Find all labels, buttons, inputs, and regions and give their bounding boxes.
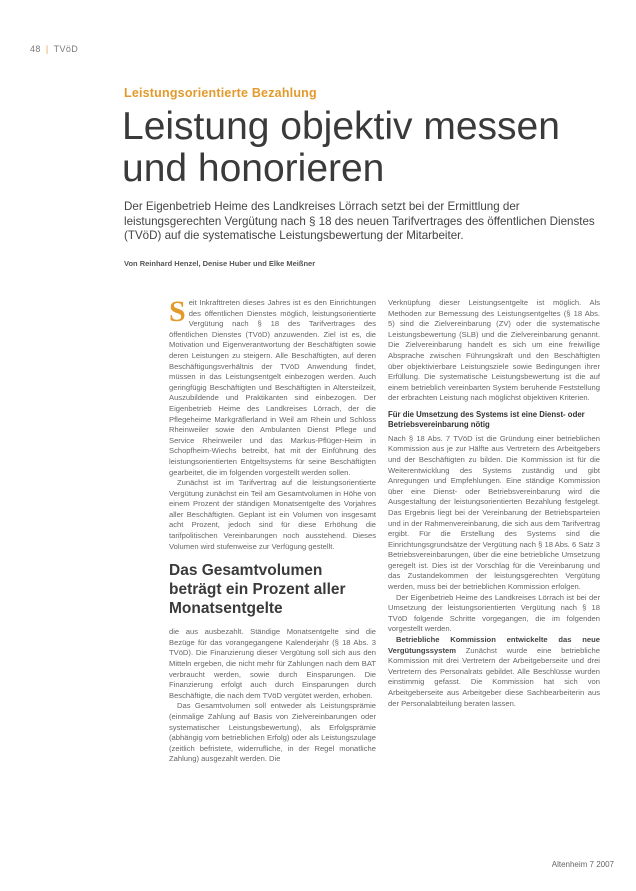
page-number: 48	[30, 44, 41, 54]
page-footer: Altenheim 7 2007	[551, 860, 614, 869]
article-lead: Der Eigenbetrieb Heime des Landkreises Lörrach setzt bei der Ermittlung der leistungsgerechten Vergütung nach § 18 des neuen Tarifvertrages des öffentlichen Dienstes (TVöD) auf die systematische Leistungsbewertung der Mitarbeiter.	[124, 200, 595, 243]
subsection-heading: Für die Umsetzung des Systems ist eine Dienst- oder Betriebsvereinbarung nötig	[388, 409, 585, 430]
body-paragraph: Nach § 18 Abs. 7 TVöD ist die Gründung einer betrieblichen Kommission aus je zur Hälfte aus Vertretern des Arbeitgebers und der Beschäftigten zu bilden. Die Kommission ist für die Weiterentwicklung des Systems zuständig und gibt Anregungen und Empfehlungen. Eine ständige Kommission über eine Dienst- oder Betriebsvereinbarung wird die Ausgestaltung der leistungsorientierten Bezahlung festgelegt. Das Ergebnis liegt bei der Vereinbarung der Betriebsparteien und in der Rahmenvereinbarung, die sich aus dem Tarifvertrag ergibt. Für die Erstellung des Systems sind die Einrichtungsgrundsätze der Vergütung nach § 18 Abs. 6 Satz 3 Betriebsvereinbarungen, über die eine betriebliche Umsetzung geregelt ist. Dies ist der Vorschlag für die Vereinbarung und das Zustandekommen der leistungsgerechten Vergütung werden, muss bei der betrieblichen Kommission erfolgen.	[388, 433, 600, 592]
body-paragraph: Der Eigenbetrieb Heime des Landkreises Lörrach ist bei der Umsetzung der leistungsorientierten Vergütung nach § 18 TVöD folgende Schritte vorgegangen, die im folgenden vorgestellt werden.	[388, 592, 600, 634]
article-kicker: Leistungsorientierte Bezahlung	[124, 86, 317, 100]
page-header	[30, 44, 78, 54]
body-paragraph: Betriebliche Kommission entwickelte das neue Vergütungssystem Zunächst wurde eine betriebliche Kommission mit drei Vertretern der Arbeitgeberseite und drei Vertretern des Personalrats gebildet. Alle Beschlüsse wurden einstimmig gefasst. Die Kommission hat sich von Arbeitgeberseite aus Arbeitgeber diese Sachbearbeiterin aus der Personalabteilung beraten lassen.	[388, 635, 600, 708]
body-paragraph: Seit Inkrafttreten dieses Jahres ist es den Einrichtungen des öffentlichen Dienstes möglich, leistungsorientierte Vergütung nach § 18 des Tarifvertrages des öffentlichen Dienstes (TVöD) anzuwenden. Ziel ist es, die Motivation und Eigenverantwortung der Beschäftigten sowie deren Leistungen zu steigern. Alle Beschäftigten, auf deren Beschäftigungsverhältnis der TVöD Anwendung findet, müssen in das Leistungsentgelt einbezogen werden. Auch geringfügig Beschäftigten und Beschäftigten in Altersteilzeit, Auszubildende und Praktikanten sind einbezogen. Der Eigenbetrieb Heime des Landkreises Lörrach, der die Pflegeheime Markgräflerland in Weil am Rhein und Schloss Rheinweiler sowie den Ambulanten Dienst Pflege und Service Rheinweiler und das Markus-Pflüger-Heim in Schopfheim-Wiechs betreibt, hat mit der Einführung des leistungsorientierten Entgeltsystems für seine Beschäftigten gearbeitet, die im folgenden vorgestellt werden sollen.	[169, 298, 376, 477]
body-column-right	[388, 298, 600, 843]
article-byline: Von Reinhard Henzel, Denise Huber und Elke Meißner	[124, 259, 316, 268]
section-label: TVöD	[53, 44, 79, 54]
article-headline: Leistung objektiv messen und honorieren	[122, 105, 560, 190]
body-paragraph: Das Gesamtvolumen soll entweder als Leistungsprämie (einmalige Zahlung auf Basis von Zielvereinbarungen oder systematischer Leistungsbewertung), als Erfolgsprämie (abhängig vom betrieblichen Erfolg) oder als Leistungszulage (zeitlich befristete, widerrufliche, in der Regel monatliche Zahlung) ausgezahlt werden. Die	[169, 701, 376, 764]
body-column-left	[169, 298, 376, 870]
drop-cap: S	[169, 298, 186, 328]
inline-heading: Betriebliche Kommission entwickelte das neue Vergütungssystem	[388, 635, 600, 655]
body-paragraph: Verknüpfung dieser Leistungsentgelte ist möglich. Als Methoden zur Bemessung des Leistungsentgeltes (§ 18 Abs. 5) sind die Zielvereinbarung (ZV) oder die systematische Leistungsbewertung (SLB) und die Zielvereinbarung genannt. Die Zielvereinbarung handelt es sich um eine freiwillige Absprache zwischen Führungskraft und den Beschäftigten über objektivierbare Leistungsziele sowie Bedingungen ihrer Erfüllung. Die systematische Leistungsbewertung ist die auf einem betrieblich vereinbarten System beruhende Feststellung der erbrachten Leistung nach möglichst objektiven Kriterien.	[388, 298, 600, 403]
header-separator: |	[45, 44, 49, 54]
section-heading: Das Gesamtvolumen beträgt ein Prozent aller Monatsentgelte	[169, 562, 346, 618]
body-paragraph: die aus ausbezahlt. Ständige Monatsentgelte sind die Bezüge für das vorangegangene Kalenderjahr (§ 18 Abs. 3 TVöD). Die Finanzierung dieser Vergütung soll sich aus den Mitteln ergeben, die nicht mehr für Zahlungen nach dem BAT verbraucht werden, sowie durch Einsparungen. Die Finanzierung erfolgt auch durch Einsparungen durch Beschäftigte, die nach dem TVöD vergütet werden, erhoben.	[169, 627, 376, 700]
body-paragraph: Zunächst ist im Tarifvertrag auf die leistungsorientierte Vergütung zunächst ein Teil am Gesamtvolumen in Höhe von einem Prozent der ständigen Monatsentgelte des Vorjahres aller Beschäftigten. Geplant ist ein Volumen von insgesamt acht Prozent, jedoch sind für diese Erhöhung die tarifpolitischen Vereinbarungen noch ausstehend. Dieses Volumen wird stufenweise zur Verfügung gestellt.	[169, 478, 376, 551]
